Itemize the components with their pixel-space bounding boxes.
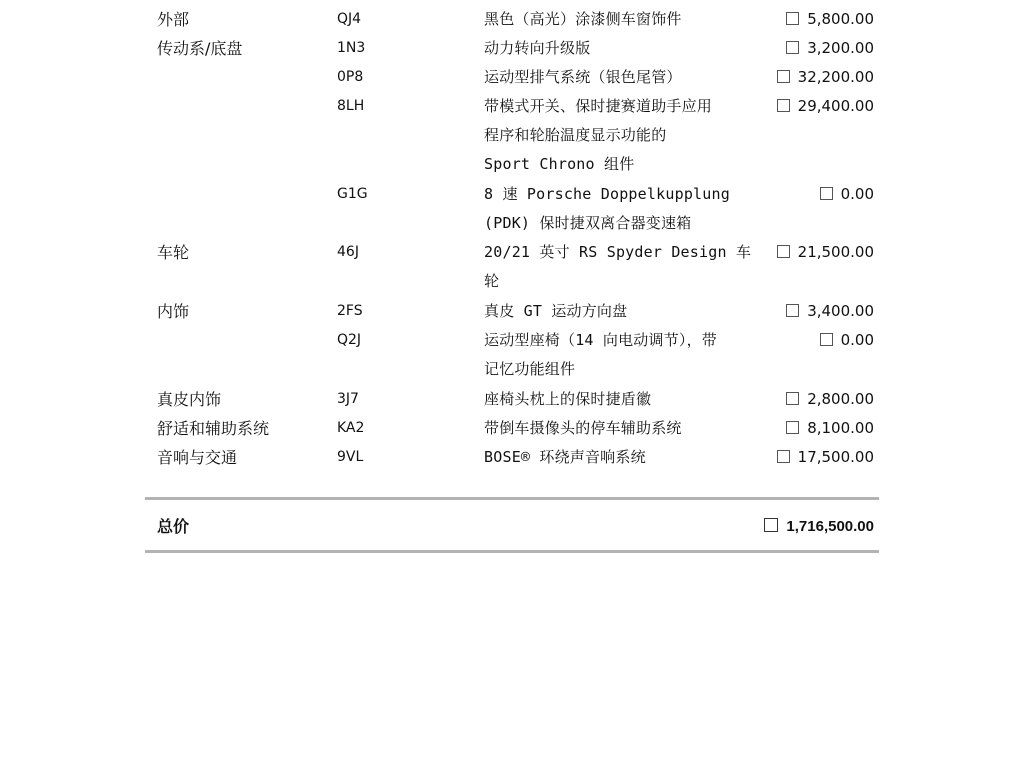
option-code: 2FS — [337, 303, 363, 319]
currency-box-icon — [786, 41, 799, 54]
category-label: 内饰 — [157, 302, 190, 321]
option-description — [484, 5, 746, 34]
table-row — [0, 92, 1024, 179]
option-price — [777, 443, 874, 472]
table-row — [0, 443, 1024, 472]
option-code: QJ4 — [337, 11, 362, 27]
option-price — [777, 92, 874, 121]
currency-box-icon — [764, 518, 778, 532]
description-line: 座椅头枕上的保时捷盾徽 — [484, 390, 652, 408]
category-label: 舒适和辅助系统 — [157, 419, 270, 438]
table-row — [0, 34, 1024, 63]
option-price — [786, 5, 874, 34]
description-line: 带模式开关、保时捷赛道助手应用 — [484, 97, 713, 115]
currency-box-icon — [786, 392, 799, 405]
option-description — [484, 414, 746, 443]
description-line: 轮 — [484, 272, 500, 290]
total-price — [764, 512, 874, 541]
option-description — [484, 180, 746, 238]
option-description — [484, 92, 746, 179]
option-code: 3J7 — [337, 391, 359, 407]
currency-box-icon — [777, 70, 790, 83]
description-line: 运动型座椅（14 向电动调节），带 — [484, 331, 717, 349]
description-line: 20/21 英寸 RS Spyder Design 车 — [484, 243, 752, 261]
option-code: 1N3 — [337, 40, 366, 56]
total-price-value: 1,716,500.00 — [786, 518, 874, 535]
price-value: 29,400.00 — [797, 97, 874, 115]
price-value: 5,800.00 — [807, 10, 874, 28]
option-code: 0P8 — [337, 69, 364, 85]
option-price — [777, 238, 874, 267]
price-value: 8,100.00 — [807, 419, 874, 437]
category-label: 外部 — [157, 10, 190, 29]
currency-box-icon — [820, 187, 833, 200]
table-row — [0, 326, 1024, 384]
description-line: 黑色（高光）涂漆侧车窗饰件 — [484, 10, 682, 28]
category-label: 音响与交通 — [157, 448, 238, 467]
option-description — [484, 297, 746, 326]
description-line: BOSE® 环绕声音响系统 — [484, 448, 646, 466]
option-description — [484, 34, 746, 63]
option-code: 9VL — [337, 449, 364, 465]
category-label: 真皮内饰 — [157, 390, 222, 409]
currency-box-icon — [786, 12, 799, 25]
option-description — [484, 63, 746, 92]
currency-box-icon — [777, 245, 790, 258]
category-label: 车轮 — [157, 243, 190, 262]
option-price — [786, 34, 874, 63]
option-code: 8LH — [337, 98, 365, 114]
price-value: 21,500.00 — [797, 243, 874, 261]
price-value: 0.00 — [840, 185, 874, 203]
option-description — [484, 238, 752, 296]
table-row — [0, 5, 1024, 34]
option-price — [786, 414, 874, 443]
option-code: Q2J — [337, 332, 362, 348]
description-line: 运动型排气系统（银色尾管） — [484, 68, 682, 86]
table-row — [0, 180, 1024, 238]
description-line: 程序和轮胎温度显示功能的 — [484, 126, 667, 144]
table-row — [0, 297, 1024, 326]
option-code: G1G — [337, 186, 368, 202]
currency-box-icon — [820, 333, 833, 346]
total-label: 总价 — [157, 517, 190, 536]
price-value: 3,200.00 — [807, 39, 874, 57]
option-price — [786, 297, 874, 326]
price-value: 32,200.00 — [797, 68, 874, 86]
currency-box-icon — [777, 99, 790, 112]
table-row — [0, 385, 1024, 414]
option-price — [786, 385, 874, 414]
price-value: 2,800.00 — [807, 390, 874, 408]
price-value: 3,400.00 — [807, 302, 874, 320]
description-line: 8 速 Porsche Doppelkupplung — [484, 185, 730, 203]
option-description — [484, 385, 746, 414]
description-line: Sport Chrono 组件 — [484, 155, 635, 173]
total-top-divider — [145, 497, 879, 500]
table-row — [0, 414, 1024, 443]
description-line: 记忆功能组件 — [484, 360, 576, 378]
description-line: 带倒车摄像头的停车辅助系统 — [484, 419, 682, 437]
option-code: KA2 — [337, 420, 365, 436]
currency-box-icon — [786, 421, 799, 434]
description-line: 动力转向升级版 — [484, 39, 591, 57]
currency-box-icon — [786, 304, 799, 317]
description-line: 真皮 GT 运动方向盘 — [484, 302, 628, 320]
option-description — [484, 443, 746, 472]
description-line: (PDK) 保时捷双离合器变速箱 — [484, 214, 692, 232]
table-row — [0, 63, 1024, 92]
currency-box-icon — [777, 450, 790, 463]
option-description — [484, 326, 746, 384]
price-value: 0.00 — [840, 331, 874, 349]
total-bottom-divider — [145, 550, 879, 553]
category-label: 传动系/底盘 — [157, 39, 243, 58]
price-value: 17,500.00 — [797, 448, 874, 466]
option-code: 46J — [337, 244, 359, 260]
table-row — [0, 238, 1024, 296]
option-price — [820, 326, 874, 355]
option-price — [820, 180, 874, 209]
option-price — [777, 63, 874, 92]
